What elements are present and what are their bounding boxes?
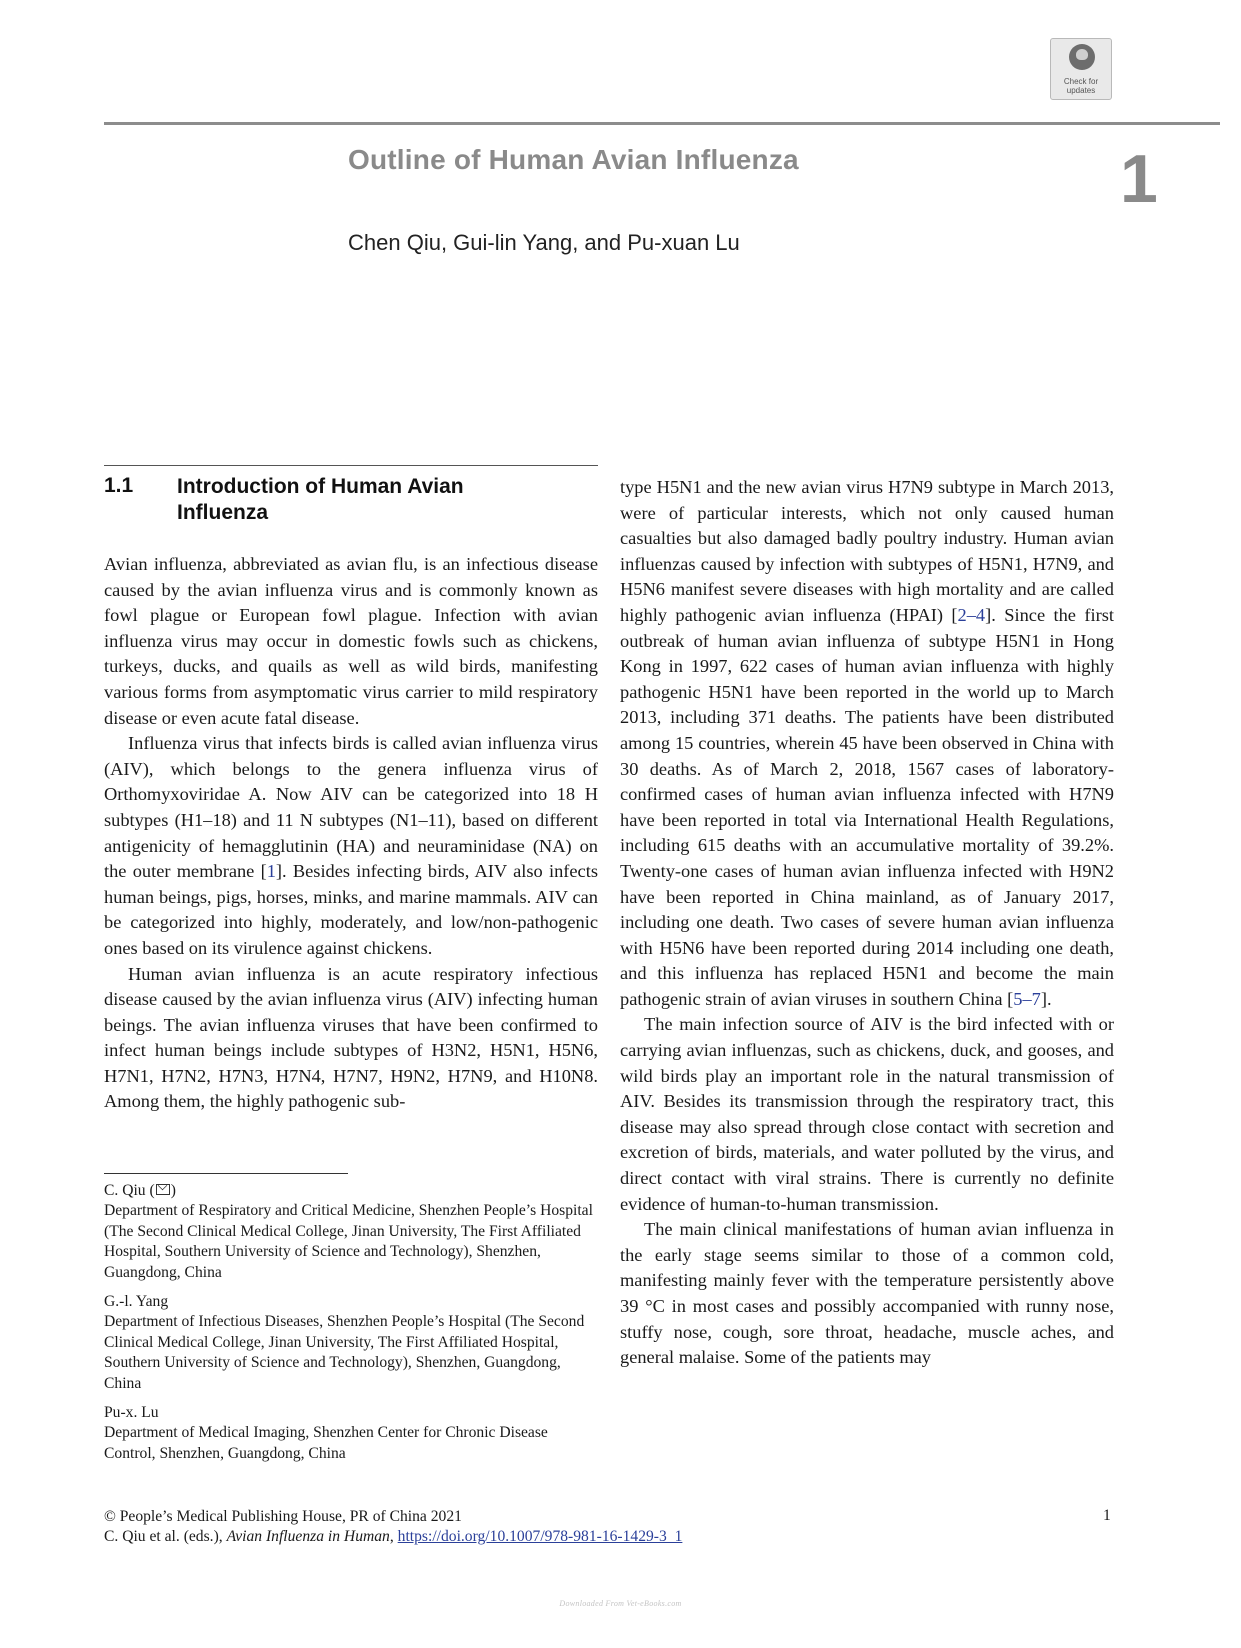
affiliation-author-name-end: ) (170, 1182, 176, 1199)
envelope-icon[interactable] (156, 1184, 170, 1195)
book-title: Avian Influenza in Human (226, 1528, 390, 1545)
badge-line1: Check for (1063, 77, 1099, 86)
badge-line2: updates (1066, 86, 1096, 95)
left-column (104, 552, 598, 1115)
chapter-authors: Chen Qiu, Gui-lin Yang, and Pu-xuan Lu (348, 230, 740, 255)
affiliation-department: Department of Medical Imaging, Shenzhen Center for Chronic Disease Control, Shenzhen, Guangdong, China (104, 1424, 548, 1462)
right-paragraph-1-text-c: ]. (1040, 988, 1052, 1009)
page-number: 1 (1103, 1507, 1111, 1524)
section-rule (104, 465, 598, 466)
affiliation-3 (104, 1403, 598, 1464)
left-paragraph-2-text-b: ]. Besides infecting birds, AIV also infects human beings, pigs, horses, minks, and marine mammals. AIV can be categorized into highly, moderately, and low/non-pathogenic ones based on its virulence against chickens. (104, 861, 598, 958)
chapter-title: Outline of Human Avian Influenza (348, 144, 799, 175)
right-paragraph-2: The main infection source of AIV is the bird infected with or carrying avian influenzas, such as chickens, duck, and gooses, and wild birds play an important role in the natural transmission of AIV. Besides its transmission through the respiratory tract, this disease may also spread through close contact with secretion and excretion of birds, materials, and water polluted by the virus, and direct contact with viral strains. There is currently no definite evidence of human-to-human transmission. (620, 1014, 1114, 1214)
right-column (620, 475, 1114, 1371)
left-paragraph-1: Avian influenza, abbreviated as avian flu, is an infectious disease caused by the avian influenza virus and is commonly known as fowl plague or European fowl plague. Infection with avian influenza virus may occur in domestic fowls such as chickens, turkeys, ducks, and quails as well as wild birds, manifesting various forms from asymptomatic virus carrier to mild respiratory disease or even acute fatal disease. (104, 554, 598, 728)
section-title: Introduction of Human Avian Influenza (177, 475, 464, 524)
watermark: Downloaded From Vet-eBooks.com (559, 1599, 682, 1608)
right-paragraph-1-text-b: ]. Since the first outbreak of human avian influenza of subtype H5N1 in Hong Kong in 1997, 622 cases of human avian influenza with highly pathogenic H5N1 have been reported in the world up to March 2013, including 371 deaths. The patients have been distributed among 15 countries, wherein 45 have been observed in China with 30 deaths. As of March 2, 2018, 1567 cases of laboratory-confirmed cases of human avian influenza infected with H7N9 have been reported in total via International Health Regulations, including 615 deaths with an accumulative mortality of 39.2%. Twenty-one cases of human avian influenza infected with H9N2 have been reported in China mainland, as of January 2017, including one death. Two cases of severe human avian influenza with H5N6 have been reported during 2014 including one death, and this influenza has replaced H5N1 and become the main pathogenic strain of avian viruses in southern China [ (620, 604, 1114, 1009)
section-number: 1.1 (104, 474, 134, 497)
badge-text (1051, 77, 1111, 95)
right-paragraph-1 (620, 475, 1114, 1012)
footer (104, 1507, 1114, 1547)
affiliation-author: G.-l. Yang (104, 1293, 169, 1311)
check-for-updates-badge[interactable] (1050, 38, 1112, 100)
affiliation-department: Department of Infectious Diseases, Shenzhen People’s Hospital (The Second Clinical Medical College, Jinan University, The First Affiliated Hospital, Southern University of Science and Technology), Shenzhen, Guangdong, China (104, 1313, 585, 1392)
left-paragraph-2 (104, 731, 598, 961)
footnote-rule (104, 1173, 348, 1174)
affiliation-department: Department of Respiratory and Critical Medicine, Shenzhen People’s Hospital (The Second Clinical Medical College, Jinan University, The First Affiliated Hospital, Southern University of Science and Technology), Shenzhen, Guangdong, China (104, 1202, 593, 1281)
chapter-number: 1 (1120, 141, 1158, 217)
top-rule (104, 122, 1220, 125)
left-paragraph-3: Human avian influenza is an acute respiratory infectious disease caused by the avian influenza virus (AIV) infecting human beings. The avian influenza viruses that have been confirmed to infect human beings include subtypes of H3N2, H5N1, H5N6, H7N1, H7N2, H7N3, H7N4, H7N7, H9N2, H7N9, and H10N8. Among them, the highly pathogenic sub- (104, 963, 598, 1112)
right-paragraph-1-text-a: type H5N1 and the new avian virus H7N9 subtype in March 2013, were of particular interests, which not only caused human casualties but also damaged badly poultry industry. Human avian influenzas caused by infection with subtypes of H5N1, H7N9, and H5N6 manifest severe diseases with high mortality and are called highly pathogenic avian influenza (HPAI) [ (620, 477, 1114, 625)
citation-link[interactable]: 2–4 (957, 604, 986, 625)
affiliation-2 (104, 1292, 598, 1394)
affiliation-author-name: C. Qiu ( (104, 1182, 155, 1199)
citation-separator: , (389, 1528, 398, 1545)
citation-prefix: C. Qiu et al. (eds.), (104, 1528, 227, 1545)
affiliation-author (104, 1181, 598, 1201)
citation-link[interactable]: 5–7 (1013, 988, 1041, 1009)
affiliation-author: Pu-x. Lu (104, 1404, 159, 1422)
right-paragraph-3: The main clinical manifestations of human avian influenza in the early stage seems similar to those of a common cold, manifesting mainly fever with the temperature persistently above 39 °C in most cases and possibly accompanied with runny nose, stuffy nose, cough, sore throat, headache, muscle aches, and general malaise. Some of the patients may (620, 1219, 1114, 1368)
affiliation-1 (104, 1181, 598, 1283)
doi-link[interactable]: https://doi.org/10.1007/978-981-16-1429-3_1 (397, 1528, 683, 1545)
affiliations (104, 1181, 598, 1473)
bookmark-icon (1069, 44, 1095, 70)
copyright-line: © People’s Medical Publishing House, PR of China 2021 (104, 1508, 462, 1525)
left-paragraph-2-text-a: Influenza virus that infects birds is called avian influenza virus (AIV), which belongs to the genera influenza virus of Orthomyxoviridae A. Now AIV can be categorized into 18 H subtypes (H1–18) and 11 N subtypes (N1–11), based on different antigenicity of hemagglutinin (HA) and neuraminidase (NA) on the outer membrane [ (104, 733, 598, 882)
citation-link[interactable]: 1 (266, 861, 276, 882)
citation-line (104, 1527, 1114, 1547)
